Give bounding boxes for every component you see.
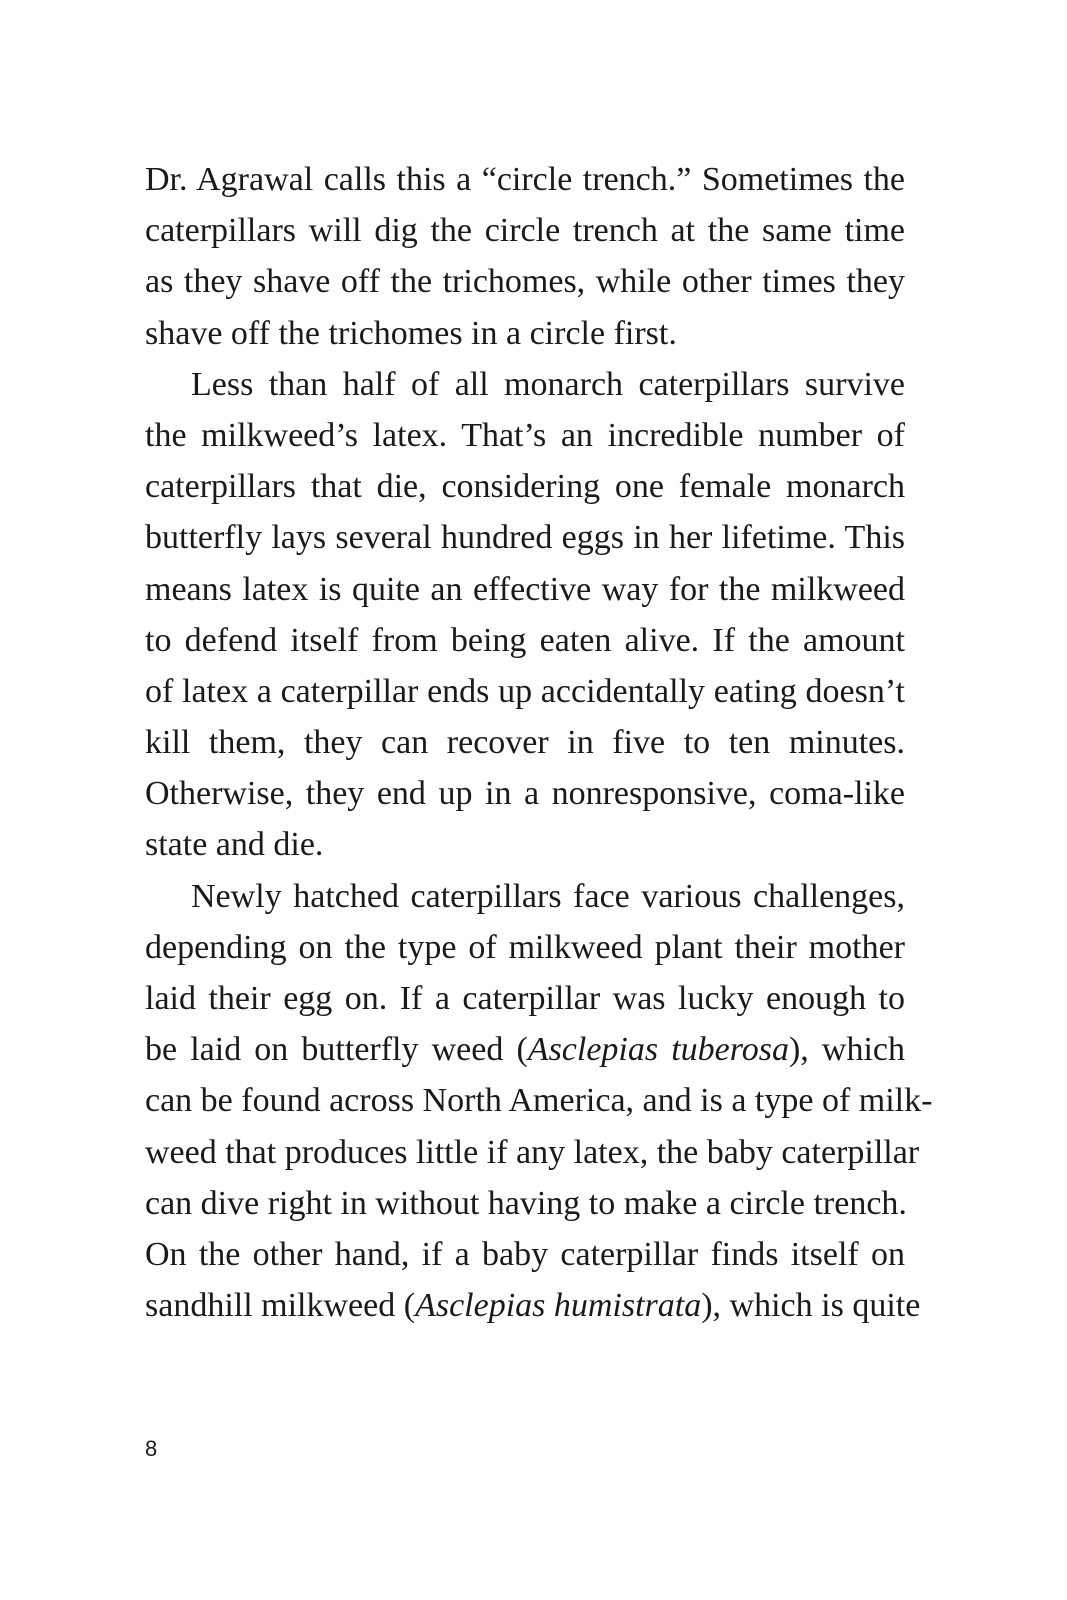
text-line [145, 768, 905, 819]
text-run: shave off the trichomes in a circle first. [145, 314, 677, 352]
text-line [145, 1024, 905, 1075]
text-run: sandhill milkweed ( [145, 1287, 416, 1325]
paragraph [145, 154, 905, 359]
text-run: ), which [788, 1031, 905, 1069]
text-run: depending on the type of milkweed plant their mother [145, 928, 905, 966]
text-line [145, 666, 905, 717]
text-run: caterpillars that die, considering one female monarch [145, 468, 905, 506]
text-line [145, 359, 905, 410]
text-line [145, 922, 905, 973]
text-line [145, 512, 905, 563]
text-run: kill them, they can recover in five to ten minutes. [145, 724, 905, 762]
body-text [145, 154, 933, 1331]
text-run: On the other hand, if a baby caterpillar finds itself on [145, 1235, 905, 1273]
text-run: can dive right in without having to make a circle trench. [145, 1184, 907, 1222]
text-line [145, 1075, 933, 1126]
italic-species-name: Asclepias humistrata [415, 1287, 702, 1325]
text-line [145, 819, 905, 870]
text-run: ), which is quite [701, 1287, 921, 1325]
text-line [145, 461, 905, 512]
text-run: butterfly lays several hundred eggs in her lifetime. This [145, 519, 905, 557]
paragraph [145, 871, 933, 1332]
text-run: of latex a caterpillar ends up accidentally eating doesn’t [145, 672, 905, 710]
text-run: Otherwise, they end up in a nonresponsive, coma-like [145, 775, 905, 813]
text-line [145, 308, 905, 359]
text-line [145, 1178, 905, 1229]
text-line [145, 154, 905, 205]
text-line [145, 973, 905, 1024]
text-run: means latex is quite an effective way for the milkweed [145, 570, 905, 608]
text-run: as they shave off the trichomes, while other times they [145, 263, 905, 301]
text-line [145, 256, 905, 307]
text-run: to defend itself from being eaten alive. If the amount [145, 621, 905, 659]
text-line [145, 410, 905, 461]
text-line [145, 205, 905, 256]
text-run: laid their egg on. If a caterpillar was lucky enough to [145, 980, 905, 1017]
text-line [145, 717, 905, 768]
text-run: Less than half of all monarch caterpillars survive [191, 365, 905, 403]
text-run: be laid on butterfly weed ( [145, 1031, 528, 1069]
text-line [145, 1280, 921, 1331]
text-line [145, 615, 905, 666]
text-line [145, 1229, 905, 1280]
text-run: caterpillars will dig the circle trench at the same time [145, 212, 905, 250]
text-line [145, 871, 905, 922]
text-line [145, 1127, 920, 1178]
text-run: the milkweed’s latex. That’s an incredible number of [145, 416, 905, 454]
text-run: weed that produces little if any latex, the baby caterpillar [145, 1133, 920, 1171]
text-run: state and die. [145, 826, 324, 864]
italic-species-name: Asclepias tuberosa [527, 1031, 789, 1069]
text-run: Newly hatched caterpillars face various challenges, [191, 877, 905, 915]
text-line [145, 564, 905, 615]
page-number: 8 [145, 1436, 158, 1461]
paragraph [145, 359, 905, 871]
text-run: Dr. Agrawal calls this a “circle trench.” Sometimes the [145, 161, 905, 198]
text-run: can be found across North America, and is a type of milk- [145, 1082, 933, 1120]
